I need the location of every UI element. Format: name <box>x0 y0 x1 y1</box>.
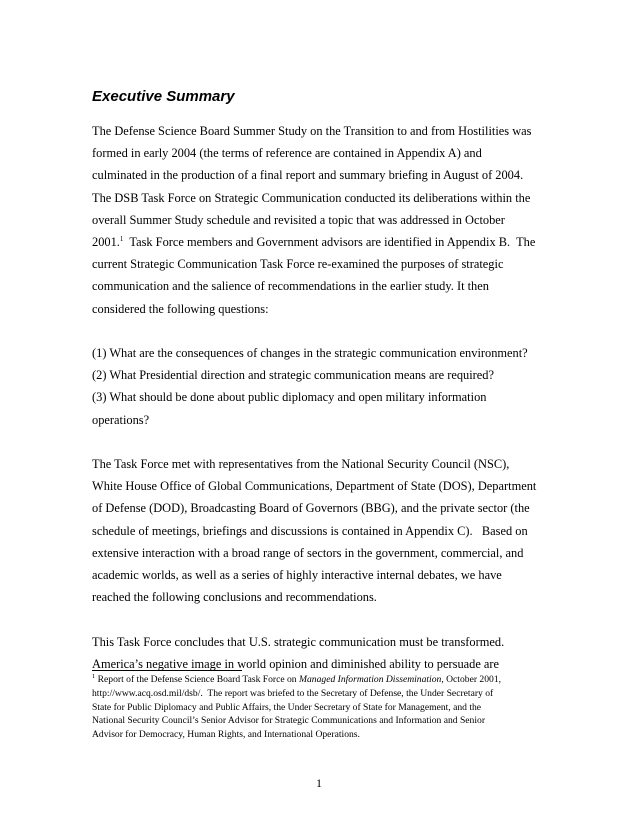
text-line: formed in early 2004 (the terms of reference are contained in Appendix A) and <box>92 146 482 161</box>
text-line: reached the following conclusions and recommendations. <box>92 590 377 605</box>
footnote-separator <box>92 670 242 671</box>
text-line: communication and the salience of recommendations in the earlier study. It then <box>92 279 489 294</box>
text-line: of Defense (DOD), Broadcasting Board of Governors (BBG), and the private sector (the <box>92 501 530 516</box>
text-line: extensive interaction with a broad range of sectors in the government, commercial, and <box>92 545 524 560</box>
footnote-reference[interactable]: 1 <box>119 235 124 244</box>
footnote-line: National Security Council’s Senior Advisor for Strategic Communications and Information and Senior <box>92 715 486 727</box>
question-item-continued: operations? <box>92 412 150 427</box>
paragraph-gap <box>92 608 562 630</box>
page-number: 1 <box>316 776 322 790</box>
footnote <box>92 673 562 742</box>
question-item: (1) What are the consequences of changes in the strategic communication environment? <box>92 346 528 361</box>
paragraph-gap <box>92 431 562 453</box>
report-title: Managed Information Dissemination <box>299 674 442 685</box>
text-line: This Task Force concludes that U.S. strategic communication must be transformed. <box>92 634 505 649</box>
text-line: The Defense Science Board Summer Study on the Transition to and from Hostilities was <box>92 124 532 138</box>
text-line <box>92 231 562 253</box>
text-fragment: Report of the Defense Science Board Task Force on <box>95 674 300 685</box>
text-line: considered the following questions: <box>92 301 269 316</box>
text-fragment: Task Force members and Government advisors are identified in Appendix B. The <box>123 235 536 250</box>
text-line: culminated in the production of a final report and summary briefing in August of 2004. <box>92 168 524 183</box>
footnote-marker: 1 <box>92 673 96 680</box>
section-heading: Executive Summary <box>92 88 235 105</box>
intro-paragraph <box>92 120 562 320</box>
text-line: overall Summer Study schedule and revisited a topic that was addressed in October <box>92 212 505 227</box>
text-fragment: 2001. <box>92 235 120 250</box>
question-item: (3) What should be done about public diplomacy and open military information <box>92 390 487 405</box>
text-line: The DSB Task Force on Strategic Communication conducted its deliberations within the <box>92 190 531 205</box>
text-line: White House Office of Global Communications, Department of State (DOS), Department <box>92 479 537 494</box>
questions-list <box>92 342 562 431</box>
footnote-line <box>92 673 562 687</box>
body-text <box>92 120 562 675</box>
conclusion-paragraph <box>92 631 562 675</box>
text-line: The Task Force met with representatives from the National Security Council (NSC), <box>92 457 510 472</box>
paragraph-gap <box>92 320 562 342</box>
text-fragment: , October 2001, <box>441 674 502 685</box>
footnote-line: Advisor for Democracy, Human Rights, and International Operations. <box>92 729 360 741</box>
footnote-line: State for Public Diplomacy and Public Affairs, the Under Secretary of State for Management, and the <box>92 701 482 713</box>
text-line: current Strategic Communication Task Force re-examined the purposes of strategic <box>92 257 504 272</box>
footnote-line: http://www.acq.osd.mil/dsb/. The report was briefed to the Secretary of Defense, the Under Secretary of <box>92 687 494 699</box>
text-line: America’s negative image in world opinion and diminished ability to persuade are <box>92 656 500 671</box>
text-line: academic worlds, as well as a series of highly interactive internal debates, we have <box>92 568 502 583</box>
meetings-paragraph <box>92 453 562 608</box>
text-line: schedule of meetings, briefings and discussions is contained in Appendix C). Based on <box>92 523 528 538</box>
question-item: (2) What Presidential direction and strategic communication means are required? <box>92 368 494 383</box>
